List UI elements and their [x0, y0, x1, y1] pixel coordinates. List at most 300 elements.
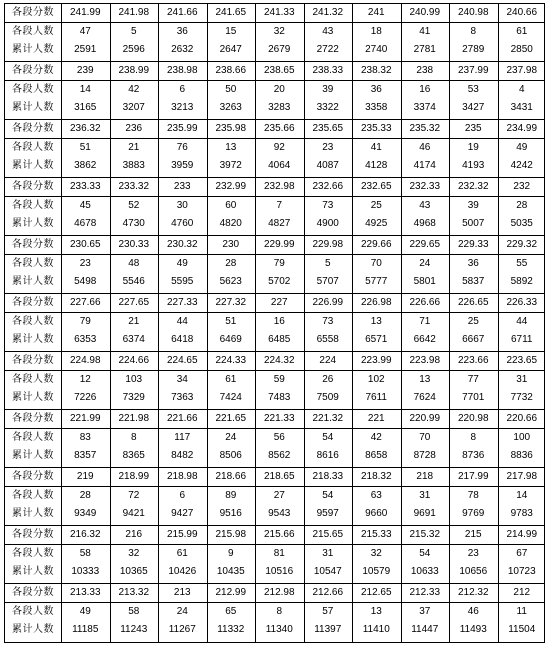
count-cell: 78 — [467, 490, 479, 501]
score-row-label: 各段分数 — [12, 587, 54, 598]
count-cell: 46 — [419, 142, 431, 153]
score-cell: 223.98 — [409, 355, 441, 366]
cumulative-cell: 7329 — [122, 392, 145, 403]
cumulative-cell: 6558 — [316, 334, 339, 345]
cumulative-cell: 10365 — [119, 566, 148, 577]
score-block — [5, 526, 544, 584]
cumulative-cell: 5801 — [413, 276, 436, 287]
score-cell: 240.98 — [457, 7, 489, 18]
count-cell: 36 — [467, 258, 479, 269]
count-cell: 7 — [276, 200, 283, 211]
count-cell: 31 — [322, 548, 334, 559]
cumulative-cell: 3862 — [74, 160, 97, 171]
score-block — [5, 294, 544, 352]
cumulative-cell: 4193 — [462, 160, 485, 171]
count-cell: 9 — [227, 548, 234, 559]
cumulative-cell: 7483 — [268, 392, 291, 403]
count-cell: 24 — [225, 432, 237, 443]
score-cell: 238.32 — [360, 65, 392, 76]
score-cell: 224 — [319, 355, 337, 366]
count-cell: 8 — [470, 26, 477, 37]
score-cell: 224.66 — [118, 355, 150, 366]
cumulative-cell: 8616 — [316, 450, 339, 461]
cumulative-cell: 7363 — [171, 392, 194, 403]
count-cell: 67 — [516, 548, 528, 559]
score-cell: 215.66 — [263, 529, 295, 540]
cumulative-cell: 2632 — [171, 44, 194, 55]
cumulative-cell: 5777 — [365, 276, 388, 287]
score-cell: 212.65 — [360, 587, 392, 598]
cumulative-cell: 3431 — [510, 102, 533, 113]
count-cell: 79 — [273, 258, 285, 269]
score-cell: 221 — [367, 413, 385, 424]
count-cell: 72 — [128, 490, 140, 501]
count-row-label: 各段人数 — [12, 606, 54, 617]
score-cell: 227 — [270, 297, 288, 308]
count-cell: 52 — [128, 200, 140, 211]
cumulative-cell: 4087 — [316, 160, 339, 171]
score-cell: 215.33 — [360, 529, 392, 540]
cumulative-cell: 3883 — [122, 160, 145, 171]
count-cell: 49 — [176, 258, 188, 269]
count-cell: 19 — [467, 142, 479, 153]
score-cell: 226.65 — [457, 297, 489, 308]
count-cell: 32 — [128, 548, 140, 559]
score-block — [5, 120, 544, 178]
cumulative-cell: 7611 — [365, 392, 387, 403]
score-cell: 227.33 — [166, 297, 198, 308]
score-row-label: 各段分数 — [12, 355, 54, 366]
count-cell: 47 — [79, 26, 91, 37]
score-block — [5, 236, 544, 294]
cumulative-cell: 3207 — [122, 102, 145, 113]
score-cell: 232 — [513, 181, 531, 192]
cumulative-cell: 9660 — [365, 508, 388, 519]
score-row-label: 各段分数 — [12, 529, 54, 540]
count-cell: 6 — [179, 490, 186, 501]
cumulative-cell: 3427 — [462, 102, 485, 113]
cumulative-cell: 10516 — [265, 566, 294, 577]
cumulative-cell: 7701 — [462, 392, 485, 403]
cumulative-row-label: 累计人数 — [12, 276, 54, 287]
score-cell: 226.33 — [506, 297, 538, 308]
cumulative-cell: 4174 — [413, 160, 436, 171]
cumulative-cell: 7226 — [74, 392, 97, 403]
count-cell: 42 — [128, 84, 140, 95]
cumulative-cell: 10579 — [362, 566, 391, 577]
score-cell: 241.65 — [215, 7, 247, 18]
count-cell: 100 — [513, 432, 531, 443]
score-cell: 221.98 — [118, 413, 150, 424]
score-cell: 230.32 — [166, 239, 198, 250]
score-cell: 230 — [222, 239, 240, 250]
count-cell: 49 — [79, 606, 91, 617]
cumulative-cell: 8736 — [462, 450, 485, 461]
score-cell: 238.98 — [166, 65, 198, 76]
count-cell: 54 — [322, 490, 334, 501]
score-cell: 235.66 — [263, 123, 295, 134]
cumulative-cell: 3283 — [268, 102, 291, 113]
count-cell: 45 — [79, 200, 91, 211]
cumulative-cell: 4820 — [219, 218, 242, 229]
cumulative-cell: 5498 — [74, 276, 97, 287]
count-cell: 28 — [516, 200, 528, 211]
count-cell: 23 — [467, 548, 479, 559]
score-cell: 212 — [513, 587, 531, 598]
cumulative-cell: 5035 — [510, 218, 533, 229]
score-cell: 218 — [416, 471, 434, 482]
cumulative-row-label: 累计人数 — [12, 624, 54, 635]
score-cell: 233.32 — [118, 181, 150, 192]
score-row-label: 各段分数 — [12, 123, 54, 134]
count-cell: 13 — [419, 374, 431, 385]
cumulative-cell: 5546 — [122, 276, 145, 287]
cumulative-cell: 3972 — [219, 160, 242, 171]
cumulative-cell: 6711 — [510, 334, 533, 345]
score-cell: 229.99 — [263, 239, 295, 250]
cumulative-cell: 5007 — [462, 218, 485, 229]
score-cell: 212.66 — [312, 587, 344, 598]
score-cell: 241.33 — [263, 7, 295, 18]
count-cell: 70 — [419, 432, 431, 443]
cumulative-cell: 11243 — [120, 624, 148, 635]
score-cell: 218.66 — [215, 471, 247, 482]
count-cell: 5 — [324, 258, 331, 269]
count-cell: 20 — [273, 84, 285, 95]
count-cell: 31 — [419, 490, 431, 501]
score-cell: 215 — [464, 529, 482, 540]
cumulative-cell: 8728 — [413, 450, 436, 461]
cumulative-cell: 2781 — [413, 44, 436, 55]
score-cell: 224.33 — [215, 355, 247, 366]
cumulative-cell: 4900 — [316, 218, 339, 229]
score-cell: 232.65 — [360, 181, 392, 192]
score-row-label: 各段分数 — [12, 239, 54, 250]
count-cell: 55 — [516, 258, 528, 269]
score-cell: 236.32 — [69, 123, 101, 134]
score-cell: 240.99 — [409, 7, 441, 18]
cumulative-cell: 4925 — [365, 218, 388, 229]
cumulative-cell: 5707 — [316, 276, 339, 287]
count-cell: 6 — [179, 84, 186, 95]
cumulative-row-label: 累计人数 — [12, 102, 54, 113]
count-cell: 31 — [516, 374, 528, 385]
count-cell: 56 — [273, 432, 285, 443]
count-cell: 21 — [128, 142, 140, 153]
cumulative-cell: 11267 — [168, 624, 196, 635]
score-cell: 237.98 — [506, 65, 538, 76]
count-row-label: 各段人数 — [12, 26, 54, 37]
cumulative-cell: 9349 — [74, 508, 97, 519]
count-cell: 63 — [370, 490, 382, 501]
count-cell: 61 — [176, 548, 188, 559]
cumulative-cell: 7732 — [510, 392, 533, 403]
score-block — [5, 62, 544, 120]
score-cell: 212.33 — [409, 587, 441, 598]
cumulative-cell: 4968 — [413, 218, 436, 229]
score-cell: 226.66 — [409, 297, 441, 308]
score-cell: 218.98 — [166, 471, 198, 482]
count-row-label: 各段人数 — [12, 548, 54, 559]
cumulative-cell: 4242 — [510, 160, 533, 171]
cumulative-cell: 9769 — [462, 508, 485, 519]
cumulative-cell: 11410 — [362, 624, 390, 635]
score-cell: 232.33 — [409, 181, 441, 192]
count-cell: 39 — [322, 84, 334, 95]
count-cell: 73 — [322, 200, 334, 211]
cumulative-cell: 3213 — [171, 102, 194, 113]
cumulative-cell: 6642 — [413, 334, 436, 345]
score-row-label: 各段分数 — [12, 65, 54, 76]
cumulative-cell: 3263 — [219, 102, 242, 113]
count-row-label: 各段人数 — [12, 258, 54, 269]
count-cell: 8 — [276, 606, 283, 617]
score-cell: 215.98 — [215, 529, 247, 540]
cumulative-cell: 10426 — [168, 566, 197, 577]
cumulative-cell: 11493 — [459, 624, 487, 635]
count-cell: 61 — [225, 374, 237, 385]
score-cell: 213.33 — [69, 587, 101, 598]
count-cell: 51 — [225, 316, 237, 327]
cumulative-cell: 11185 — [72, 624, 99, 635]
count-cell: 76 — [176, 142, 188, 153]
count-cell: 65 — [225, 606, 237, 617]
score-cell: 226.98 — [360, 297, 392, 308]
score-cell: 223.99 — [360, 355, 392, 366]
count-cell: 61 — [516, 26, 528, 37]
cumulative-cell: 5837 — [462, 276, 485, 287]
count-cell: 50 — [225, 84, 237, 95]
cumulative-cell: 8357 — [74, 450, 97, 461]
count-cell: 43 — [322, 26, 334, 37]
count-cell: 49 — [516, 142, 528, 153]
cumulative-cell: 8482 — [171, 450, 194, 461]
score-cell: 241.32 — [312, 7, 344, 18]
score-cell: 218.99 — [118, 471, 150, 482]
cumulative-row-label: 累计人数 — [12, 218, 54, 229]
count-cell: 13 — [370, 316, 382, 327]
cumulative-cell: 4827 — [268, 218, 291, 229]
count-cell: 43 — [419, 200, 431, 211]
score-block — [5, 468, 544, 526]
score-block — [5, 584, 544, 642]
score-cell: 215.99 — [166, 529, 198, 540]
count-cell: 71 — [419, 316, 431, 327]
count-cell: 23 — [322, 142, 334, 153]
count-cell: 14 — [516, 490, 528, 501]
count-cell: 30 — [176, 200, 188, 211]
cumulative-cell: 2722 — [316, 44, 339, 55]
count-row-label: 各段人数 — [12, 142, 54, 153]
score-cell: 232.98 — [263, 181, 295, 192]
cumulative-row-label: 累计人数 — [12, 508, 54, 519]
cumulative-cell: 5702 — [268, 276, 291, 287]
cumulative-cell: 8562 — [268, 450, 291, 461]
cumulative-cell: 10547 — [313, 566, 342, 577]
count-cell: 21 — [128, 316, 140, 327]
score-block — [5, 410, 544, 468]
cumulative-cell: 2647 — [219, 44, 242, 55]
score-cell: 232.99 — [215, 181, 247, 192]
score-cell: 221.99 — [69, 413, 101, 424]
cumulative-cell: 11340 — [265, 624, 293, 635]
count-cell: 8 — [130, 432, 137, 443]
cumulative-cell: 8365 — [122, 450, 145, 461]
cumulative-cell: 4730 — [122, 218, 145, 229]
count-cell: 26 — [322, 374, 334, 385]
score-cell: 232.32 — [457, 181, 489, 192]
count-cell: 12 — [79, 374, 91, 385]
cumulative-cell: 9421 — [122, 508, 145, 519]
cumulative-cell: 10435 — [216, 566, 245, 577]
cumulative-cell: 4760 — [171, 218, 194, 229]
cumulative-cell: 6571 — [365, 334, 388, 345]
count-cell: 48 — [128, 258, 140, 269]
count-cell: 81 — [273, 548, 285, 559]
score-cell: 233 — [173, 181, 191, 192]
count-cell: 53 — [467, 84, 479, 95]
score-cell: 238 — [416, 65, 434, 76]
cumulative-cell: 9543 — [268, 508, 291, 519]
cumulative-cell: 3165 — [74, 102, 97, 113]
score-cell: 239 — [76, 65, 94, 76]
score-cell: 212.32 — [457, 587, 489, 598]
cumulative-cell: 6418 — [171, 334, 194, 345]
cumulative-cell: 2679 — [268, 44, 291, 55]
score-cell: 212.99 — [215, 587, 247, 598]
score-cell: 229.32 — [506, 239, 538, 250]
score-cell: 218.65 — [263, 471, 295, 482]
score-row-label: 各段分数 — [12, 7, 54, 18]
cumulative-cell: 10656 — [459, 566, 488, 577]
count-cell: 73 — [322, 316, 334, 327]
score-cell: 212.98 — [263, 587, 295, 598]
count-cell: 36 — [370, 84, 382, 95]
count-cell: 42 — [370, 432, 382, 443]
score-cell: 235.98 — [215, 123, 247, 134]
score-cell: 220.98 — [457, 413, 489, 424]
count-cell: 4 — [518, 84, 525, 95]
cumulative-cell: 4128 — [365, 160, 388, 171]
cumulative-cell: 2740 — [365, 44, 388, 55]
count-cell: 41 — [370, 142, 382, 153]
count-row-label: 各段人数 — [12, 316, 54, 327]
score-block — [5, 178, 544, 236]
score-cell: 220.66 — [506, 413, 538, 424]
score-cell: 229.33 — [457, 239, 489, 250]
cumulative-cell: 2596 — [122, 44, 145, 55]
score-cell: 230.65 — [69, 239, 101, 250]
cumulative-cell: 4064 — [268, 160, 291, 171]
cumulative-cell: 7624 — [413, 392, 436, 403]
score-cell: 235.33 — [360, 123, 392, 134]
score-cell: 214.99 — [506, 529, 538, 540]
score-cell: 235.32 — [409, 123, 441, 134]
count-cell: 28 — [225, 258, 237, 269]
count-cell: 79 — [79, 316, 91, 327]
cumulative-row-label: 累计人数 — [12, 334, 54, 345]
score-cell: 235.99 — [166, 123, 198, 134]
count-cell: 34 — [176, 374, 188, 385]
count-cell: 83 — [79, 432, 91, 443]
score-cell: 221.66 — [166, 413, 198, 424]
score-cell: 213.32 — [118, 587, 150, 598]
score-cell: 217.98 — [506, 471, 538, 482]
score-cell: 232.66 — [312, 181, 344, 192]
score-cell: 224.98 — [69, 355, 101, 366]
count-cell: 24 — [176, 606, 188, 617]
score-cell: 235.65 — [312, 123, 344, 134]
count-cell: 59 — [273, 374, 285, 385]
count-cell: 89 — [225, 490, 237, 501]
count-cell: 103 — [125, 374, 143, 385]
cumulative-cell: 11504 — [508, 624, 536, 635]
count-row-label: 各段人数 — [12, 200, 54, 211]
score-cell: 218.32 — [360, 471, 392, 482]
score-cell: 233.33 — [69, 181, 101, 192]
cumulative-cell: 11397 — [314, 624, 342, 635]
cumulative-cell: 6353 — [74, 334, 97, 345]
score-cell: 215.65 — [312, 529, 344, 540]
score-cell: 241.98 — [118, 7, 150, 18]
score-row-label: 各段分数 — [12, 297, 54, 308]
cumulative-cell: 3322 — [316, 102, 339, 113]
count-cell: 58 — [128, 606, 140, 617]
cumulative-row-label: 累计人数 — [12, 566, 54, 577]
score-cell: 224.32 — [263, 355, 295, 366]
count-cell: 13 — [370, 606, 382, 617]
score-cell: 229.65 — [409, 239, 441, 250]
cumulative-cell: 10333 — [71, 566, 100, 577]
score-cell: 237.99 — [457, 65, 489, 76]
count-cell: 16 — [419, 84, 431, 95]
score-cell: 213 — [173, 587, 191, 598]
count-cell: 46 — [467, 606, 479, 617]
cumulative-cell: 8658 — [365, 450, 388, 461]
count-row-label: 各段人数 — [12, 432, 54, 443]
count-cell: 102 — [367, 374, 385, 385]
score-row-label: 各段分数 — [12, 413, 54, 424]
score-cell: 238.99 — [118, 65, 150, 76]
cumulative-cell: 9427 — [171, 508, 194, 519]
count-row-label: 各段人数 — [12, 374, 54, 385]
count-cell: 11 — [516, 606, 527, 617]
count-cell: 51 — [79, 142, 91, 153]
count-cell: 92 — [273, 142, 285, 153]
count-cell: 39 — [467, 200, 479, 211]
score-cell: 227.65 — [118, 297, 150, 308]
score-distribution-table — [4, 3, 545, 643]
cumulative-cell: 3959 — [171, 160, 194, 171]
count-cell: 23 — [79, 258, 91, 269]
count-cell: 24 — [419, 258, 431, 269]
cumulative-cell: 4678 — [74, 218, 97, 229]
count-cell: 28 — [79, 490, 91, 501]
cumulative-cell: 6469 — [219, 334, 242, 345]
cumulative-cell: 10723 — [507, 566, 536, 577]
cumulative-cell: 6374 — [122, 334, 145, 345]
count-cell: 5 — [130, 26, 137, 37]
cumulative-cell: 2789 — [462, 44, 485, 55]
score-cell: 241.66 — [166, 7, 198, 18]
count-cell: 18 — [370, 26, 382, 37]
count-cell: 44 — [176, 316, 188, 327]
score-cell: 227.66 — [69, 297, 101, 308]
cumulative-cell: 2850 — [510, 44, 533, 55]
cumulative-cell: 11332 — [217, 624, 245, 635]
score-block — [5, 4, 544, 62]
count-cell: 25 — [467, 316, 479, 327]
